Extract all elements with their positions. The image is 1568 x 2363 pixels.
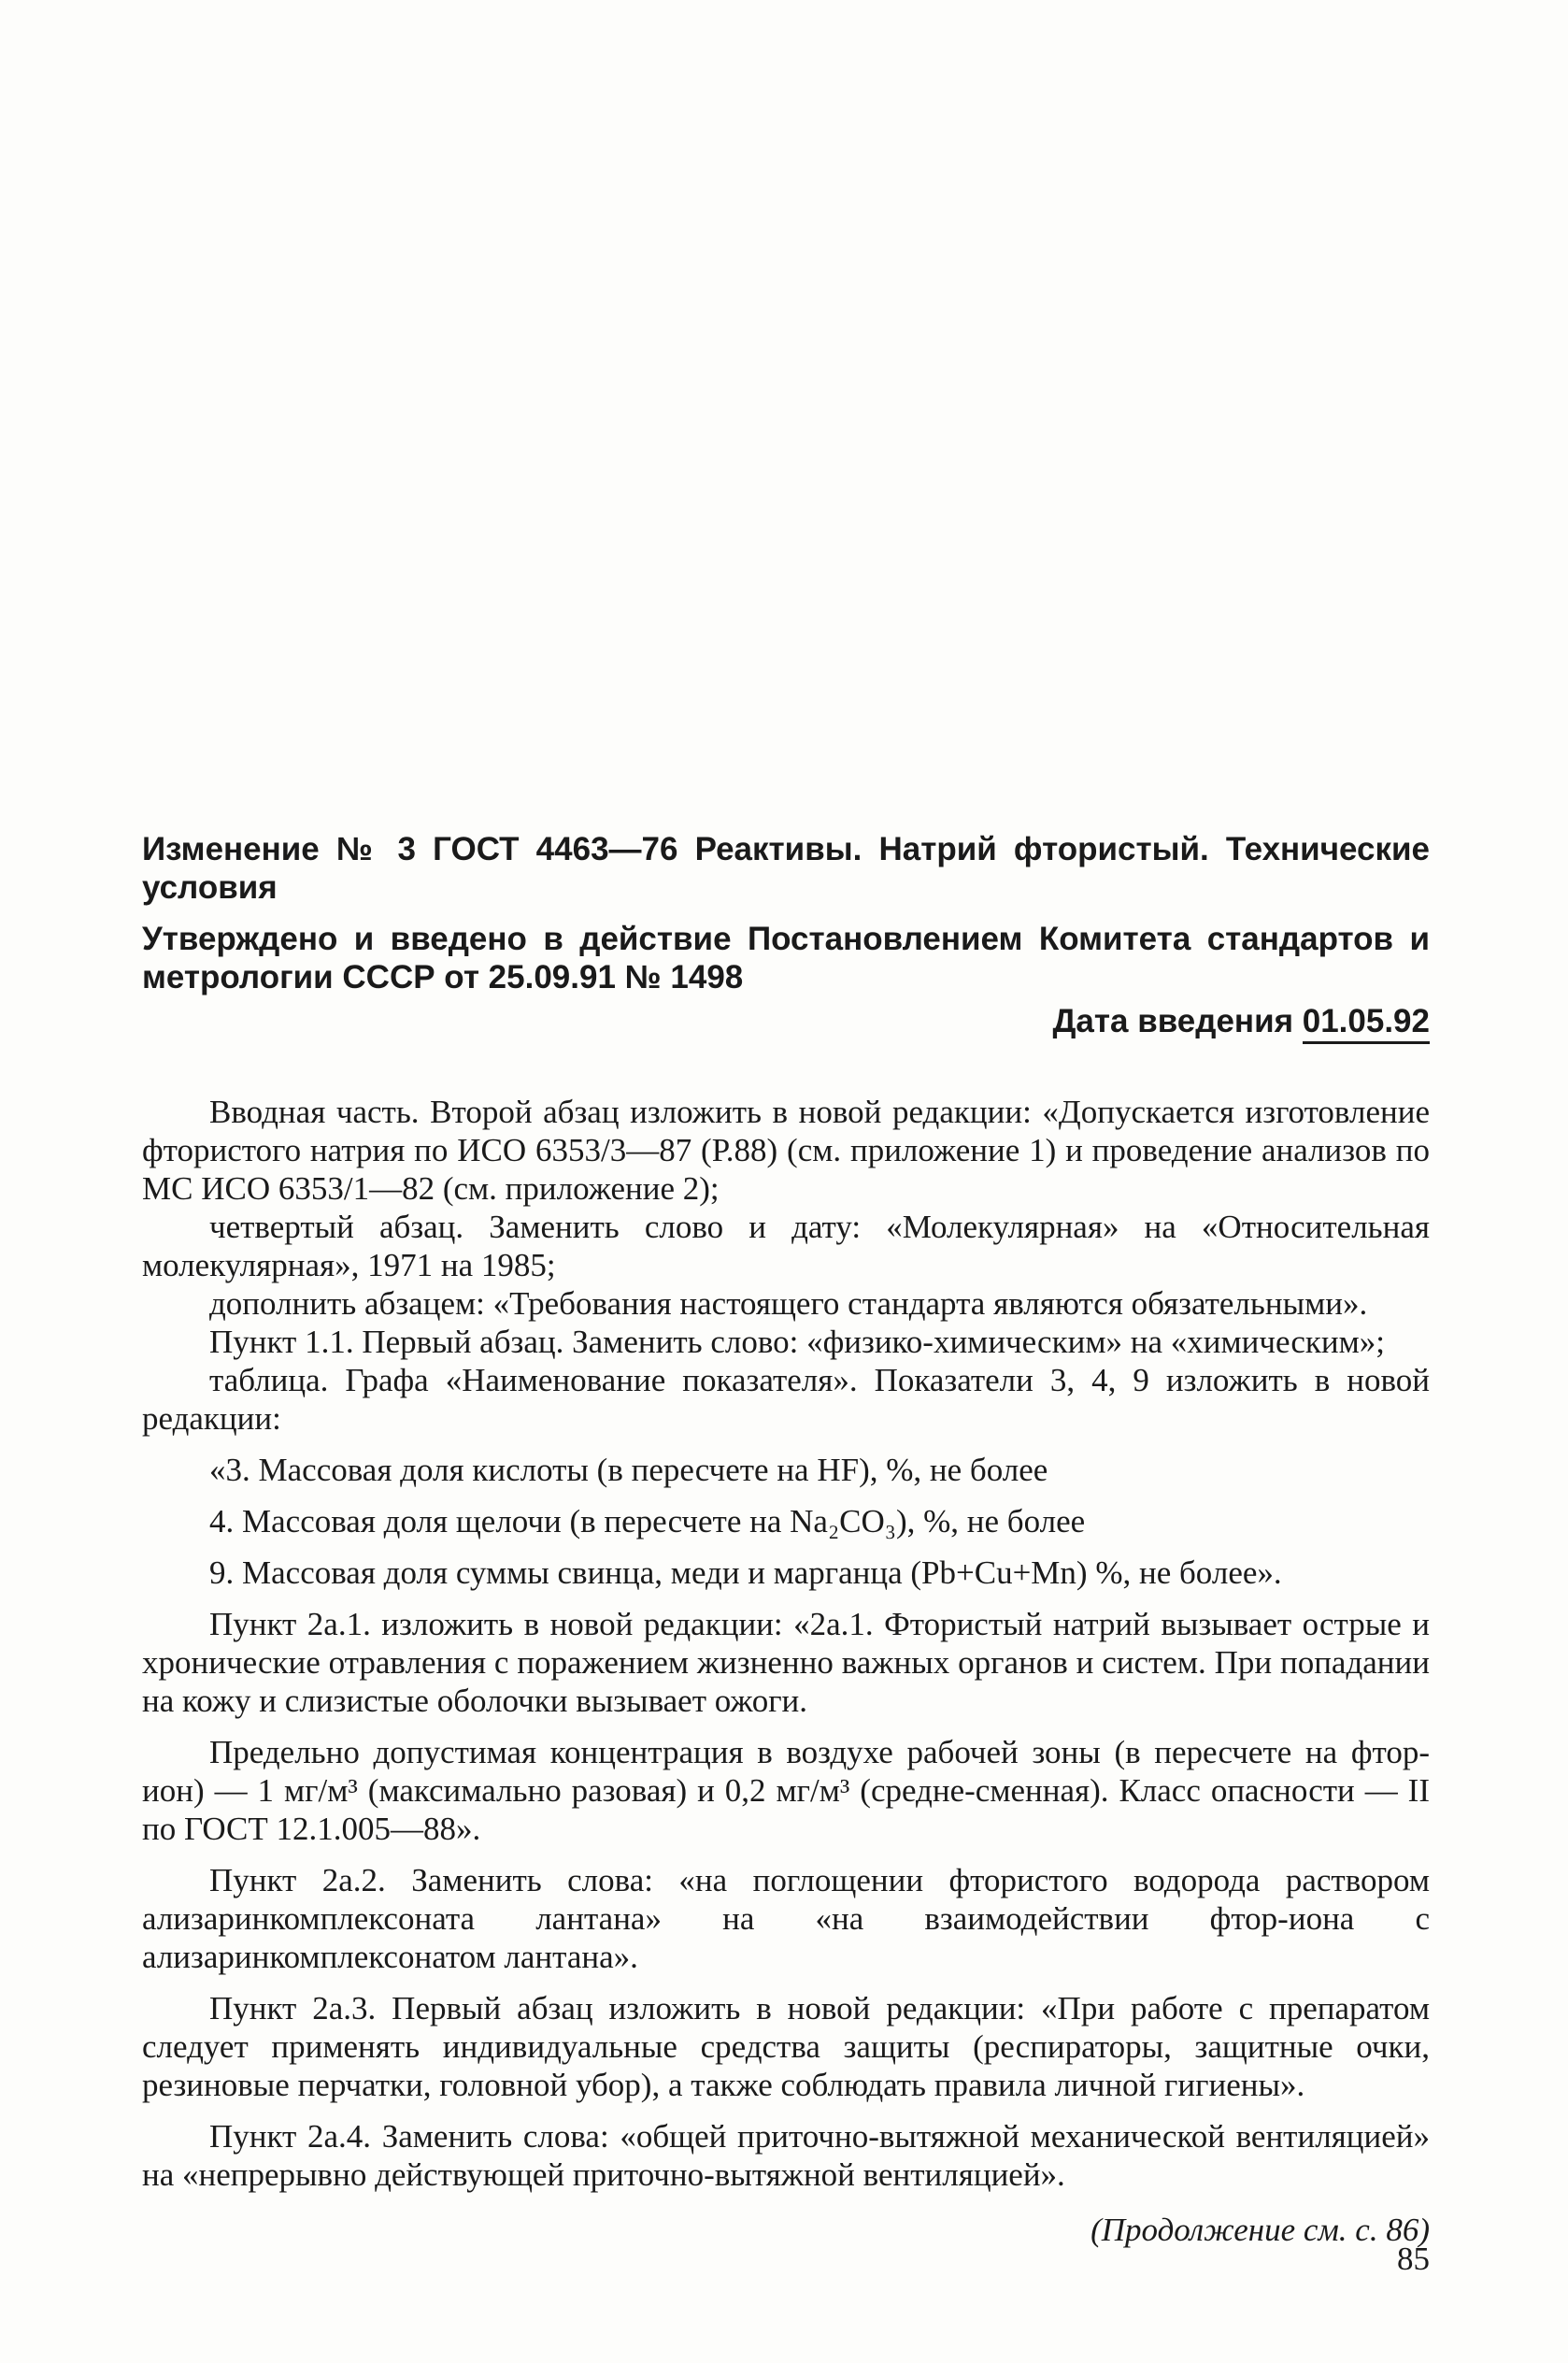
approval-statement: Утверждено и введено в действие Постановлением Комитета стандартов и метрологии СССР от 25.09.91 № 1498 (142, 921, 1430, 995)
paragraph-table: таблица. Графа «Наименование показателя». Показатели 3, 4, 9 изложить в новой редакции: (142, 1362, 1430, 1437)
indicator-9: 9. Массовая доля суммы свинца, меди и марганца (Pb+Cu+Mn) %, не более». (209, 1554, 1282, 1591)
page-number: 85 (1397, 2241, 1430, 2277)
paragraph-punkt-2a-2: Пункт 2а.2. Заменить слова: «на поглощении фтористого водорода раствором ализаринкомплексоната лантана» на «на взаимодействии фтор-иона с ализаринкомплексонатом лантана». (142, 1862, 1430, 1975)
effective-date-value: 01.05.92 (1303, 1003, 1430, 1044)
effective-date-label: Дата введения (1052, 1003, 1294, 1039)
paragraph-punkt-2a-4: Пункт 2а.4. Заменить слова: «общей приточно-вытяжной механической вентиляцией» на «непрерывно действующей приточно-вытяжной вентиляцией». (142, 2118, 1430, 2193)
paragraph-add-abzac: дополнить абзацем: «Требования настоящего стандарта являются обязательными». (209, 1285, 1368, 1322)
paragraph-intro: Вводная часть. Второй абзац изложить в новой редакции: «Допускается изготовление фтористого натрия по ИСО 6353/3—87 (Р.88) (см. приложение 1) и проведение анализов по МС ИСО 6353/1—82 (см. приложение 2); (142, 1094, 1430, 1207)
amendment-title: Изменение № 3 ГОСТ 4463—76 Реактивы. Натрий фтористый. Технические условия (142, 831, 1430, 906)
paragraph-pdk: Предельно допустимая концентрация в воздухе рабочей зоны (в пересчете на фтор-ион) — 1 мг/м³ (максимально разовая) и 0,2 мг/м³ (средне-сменная). Класс опасности — II по ГОСТ 12.1.005—88». (142, 1734, 1430, 1847)
indicator-4: 4. Массовая доля щелочи (в пересчете на Na₂CO₃), %, не более (209, 1503, 1086, 1540)
document-content (142, 830, 1430, 2249)
paragraph-punkt-2a-3: Пункт 2а.3. Первый абзац изложить в новой редакции: «При работе с препаратом следует применять индивидуальные средства защиты (респираторы, защитные очки, резиновые перчатки, головной убор), а также соблюдать правила личной гигиены». (142, 1990, 1430, 2103)
document-body (142, 1093, 1430, 2194)
paragraph-fourth-abzac: четвертый абзац. Заменить слово и дату: «Молекулярная» на «Относительная молекулярная», 1971 на 1985; (142, 1209, 1430, 1283)
paragraph-punkt-1-1: Пункт 1.1. Первый абзац. Заменить слово: «физико-химическим» на «химическим»; (209, 1324, 1386, 1360)
continuation-note: (Продолжение см. с. 86) (1090, 2212, 1430, 2248)
indicator-3: «3. Массовая доля кислоты (в пересчете на HF), %, не более (209, 1452, 1048, 1488)
effective-date (142, 1002, 1430, 1040)
paragraph-punkt-2a-1: Пункт 2а.1. изложить в новой редакции: «2а.1. Фтористый натрий вызывает острые и хронические отравления с поражением жизненно важных органов и систем. При попадании на кожу и слизистые оболочки вызывает ожоги. (142, 1606, 1430, 1719)
